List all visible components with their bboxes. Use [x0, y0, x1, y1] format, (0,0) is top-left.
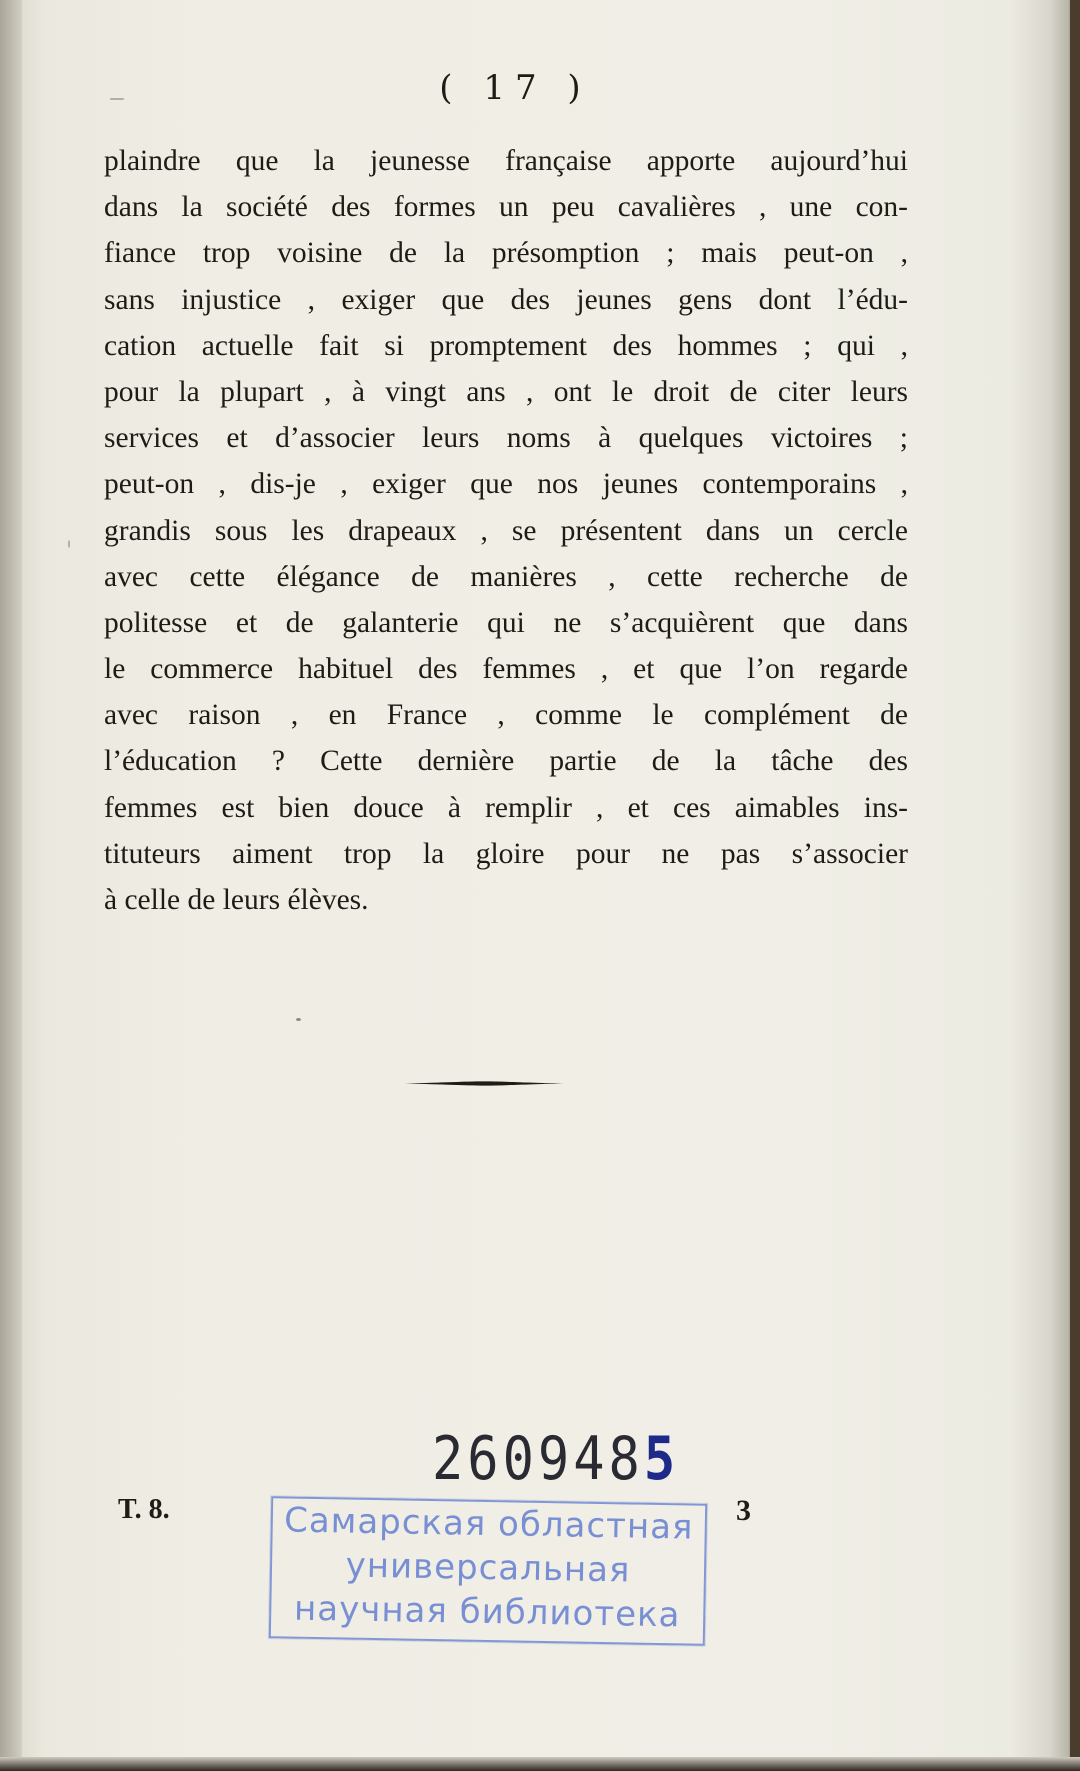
page-bottom-edge — [0, 1757, 1080, 1771]
text-line: grandis sous les drapeaux , se présentent dans un cercle — [104, 514, 908, 547]
paper-speck — [110, 98, 124, 100]
text-line: avec cette élégance de manières , cette recherche de — [104, 560, 908, 593]
text-line: fiance trop voisine de la présomption ; mais peut-on , — [104, 237, 908, 270]
text-line: plaindre que la jeunesse française apporte aujourd’hui — [104, 145, 908, 177]
section-divider-rule — [405, 1081, 563, 1086]
text-line: peut-on , dis-je , exiger que nos jeunes contemporains , — [104, 468, 908, 501]
text-line: services et d’associer leurs noms à quelques victoires ; — [104, 422, 908, 455]
text-line: à celle de leurs élèves. — [104, 884, 369, 916]
page-gutter — [0, 0, 22, 1771]
stamp-line: универсальная — [345, 1545, 631, 1591]
library-stamp — [269, 1496, 707, 1646]
inventory-number-main: 260948 — [432, 1425, 644, 1494]
text-line: dans la société des formes un peu cavalières , une con- — [104, 191, 908, 224]
page-number: ( 17 ) — [439, 68, 591, 108]
text-line: pour la plupart , à vingt ans , ont le droit de citer leurs — [104, 375, 908, 408]
stamp-line: научная библиотека — [293, 1588, 681, 1636]
text-line: cation actuelle fait si promptement des hommes ; qui , — [104, 329, 908, 362]
paper-speck — [296, 1018, 301, 1021]
body-text — [104, 138, 908, 923]
paper-speck — [68, 540, 70, 548]
text-line: avec raison , en France , comme le complément de — [104, 699, 908, 732]
stamp-line: Самарская областная — [283, 1500, 694, 1548]
book-edge — [1070, 0, 1080, 1771]
inventory-number — [432, 1425, 679, 1494]
text-line: le commerce habituel des femmes , et que l’on regarde — [104, 653, 908, 686]
gathering-number: 3 — [736, 1494, 751, 1527]
text-line: femmes est bien douce à remplir , et ces aimables ins- — [104, 791, 908, 824]
text-line: politesse et de galanterie qui ne s’acquièrent que dans — [104, 606, 908, 639]
text-line: tituteurs aiment trop la gloire pour ne pas s’associer — [104, 837, 908, 870]
text-line: sans injustice , exiger que des jeunes gens dont l’édu- — [104, 283, 908, 316]
signature-mark: T. 8. — [118, 1494, 170, 1525]
inventory-number-last-digit: 5 — [643, 1425, 680, 1494]
text-line: l’éducation ? Cette dernière partie de la tâche des — [104, 745, 908, 778]
